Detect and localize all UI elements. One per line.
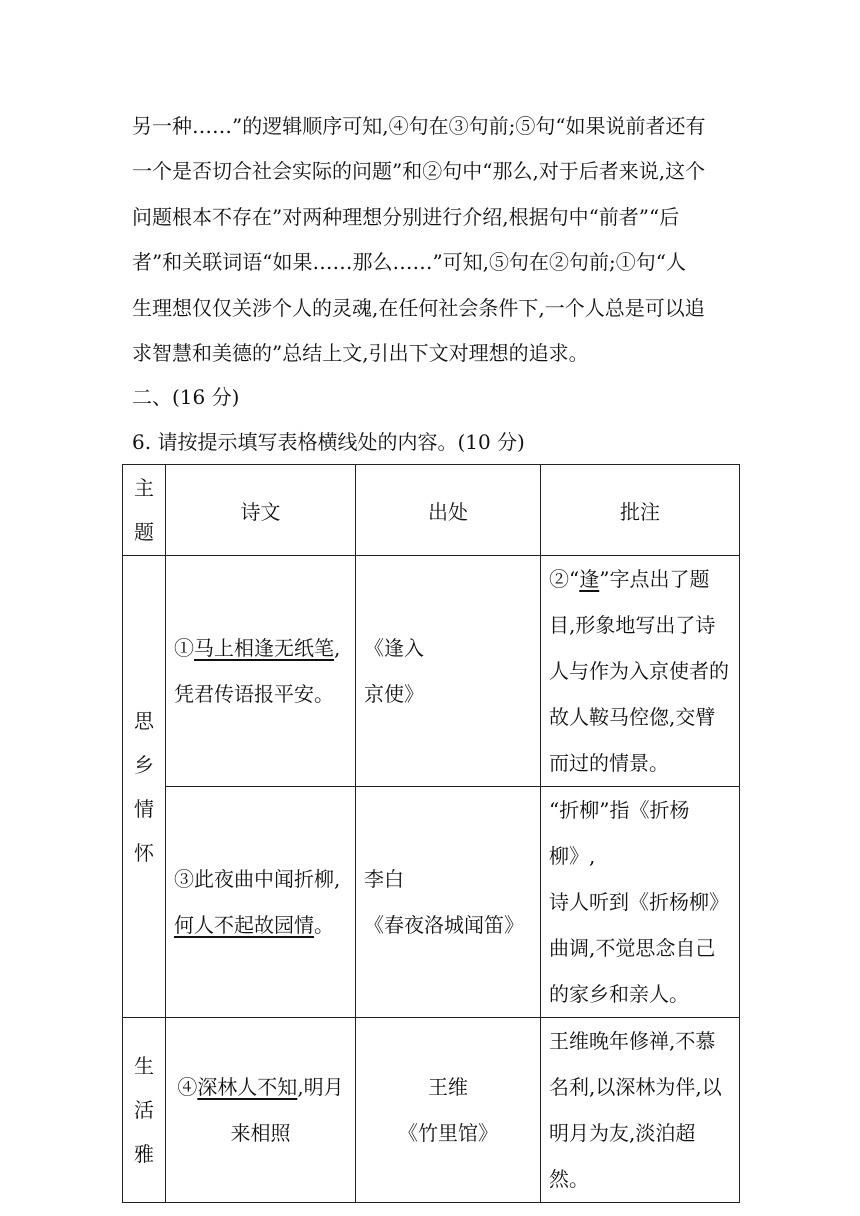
header-theme: 主 题 — [123, 465, 166, 556]
text-line: 另一种……”的逻辑顺序可知,④句在③句前;⑤句“如果说前者还有 — [132, 114, 706, 138]
theme-homesick: 思 乡 情 怀 — [123, 556, 166, 1018]
table-row — [123, 556, 740, 787]
poem-cell: ①马上相逢无纸笔, 凭君传语报平安。 — [166, 556, 356, 787]
fill-answer: 马上相逢无纸笔 — [194, 636, 334, 660]
note-cell: ②“逢”字点出了题 目,形象地写出了诗 人与作为入京使者的 故人鞍马倥偬,交臂 而过的情景。 — [541, 556, 740, 787]
text-line: 者”和关联词语“如果……那么……”可知,⑤句在②句前;①句“人 — [132, 250, 686, 275]
source-cell: 王维 《竹里馆》 — [356, 1018, 541, 1203]
text-line: 一个是否切合社会实际的问题”和②句中“那么,对于后者来说,这个 — [132, 159, 706, 184]
fill-answer: 深林人不知 — [197, 1075, 298, 1099]
answer-explanation — [132, 104, 742, 376]
header-source: 出处 — [356, 465, 541, 556]
poem-cell: ③此夜曲中闻折柳, 何人不起故园情。 — [166, 787, 356, 1018]
question-prompt: 6. 请按提示填写表格横线处的内容。(10 分) — [132, 430, 525, 454]
poem-table — [122, 464, 740, 1203]
header-note: 批注 — [541, 465, 740, 556]
source-cell: 李白 《春夜洛城闻笛》 — [356, 787, 541, 1018]
fill-answer: 何人不起故园情 — [174, 913, 314, 937]
section-heading: 二、(16 分) — [132, 385, 240, 409]
poem-cell: ④深林人不知,明月 来相照 — [166, 1018, 356, 1203]
table-row — [123, 1018, 740, 1203]
source-cell: 《逢入 京使》 — [356, 556, 541, 787]
note-cell: “折柳”指《折杨柳》, 诗人听到《折杨柳》 曲调,不觉思念自己 的家乡和亲人。 — [541, 787, 740, 1018]
header-poem: 诗文 — [166, 465, 356, 556]
text-line: 求智慧和美德的”总结上文,引出下文对理想的追求。 — [132, 341, 589, 366]
table-header-row — [123, 465, 740, 556]
note-cell: 王维晚年修禅,不慕 名利,以深林为伴,以 明月为友,淡泊超然。 — [541, 1018, 740, 1203]
text-line: 问题根本不存在”对两种理想分别进行介绍,根据句中“前者”“后 — [132, 204, 680, 229]
table-row — [123, 787, 740, 1018]
text-line: 生理想仅仅关涉个人的灵魂,在任何社会条件下,一个人总是可以追 — [132, 295, 705, 320]
theme-elegant-life: 生 活 雅 — [123, 1018, 166, 1203]
fill-answer: 逢 — [579, 567, 600, 591]
